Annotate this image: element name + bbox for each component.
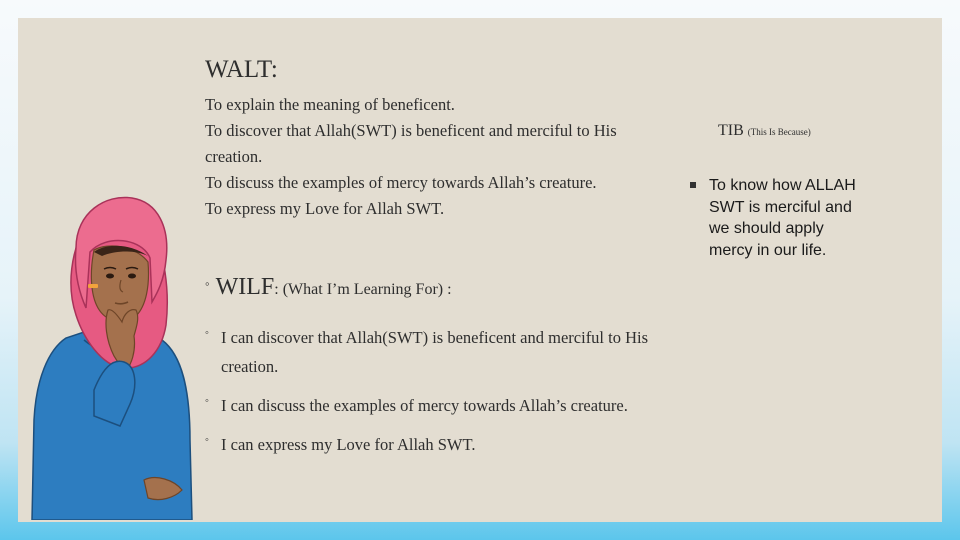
tib-item-text: To know how ALLAH SWT is merciful and we should apply mercy in our life.	[709, 177, 856, 259]
wilf-subheading: : (What I’m Learning For) :	[274, 281, 452, 298]
wilf-item-text: I can discover that Allah(SWT) is beneficent and merciful to His creation.	[221, 328, 649, 376]
tib-heading: TIB	[718, 122, 744, 139]
wilf-bullet-icon: ◦	[205, 276, 210, 291]
walt-heading: WALT:	[205, 56, 278, 83]
wilf-list	[205, 323, 685, 469]
slide-panel	[18, 18, 942, 522]
walt-item: To explain the meaning of beneficent.	[205, 95, 455, 114]
wilf-item	[205, 430, 685, 459]
square-bullet-icon	[690, 182, 696, 188]
wilf-item	[205, 391, 685, 420]
walt-list	[205, 92, 655, 222]
walt-item: To discuss the examples of mercy towards Allah’s creature.	[205, 173, 597, 192]
bullet-icon: ◦	[205, 434, 209, 446]
tib-heading-line	[718, 122, 811, 140]
thinking-girl-illustration-icon	[24, 190, 204, 520]
wilf-item	[205, 323, 685, 381]
bullet-icon: ◦	[205, 395, 209, 407]
wilf-heading-line	[205, 274, 452, 301]
bullet-icon: ◦	[205, 327, 209, 339]
tib-item	[690, 175, 860, 261]
walt-item: To discover that Allah(SWT) is beneficent and merciful to His creation.	[205, 121, 617, 166]
tib-list	[690, 175, 860, 261]
walt-item: To express my Love for Allah SWT.	[205, 199, 445, 218]
tib-subheading: (This Is Because)	[747, 127, 811, 137]
wilf-item-text: I can express my Love for Allah SWT.	[221, 435, 476, 454]
wilf-heading: WILF	[215, 274, 275, 300]
wilf-item-text: I can discuss the examples of mercy towards Allah’s creature.	[221, 396, 628, 415]
